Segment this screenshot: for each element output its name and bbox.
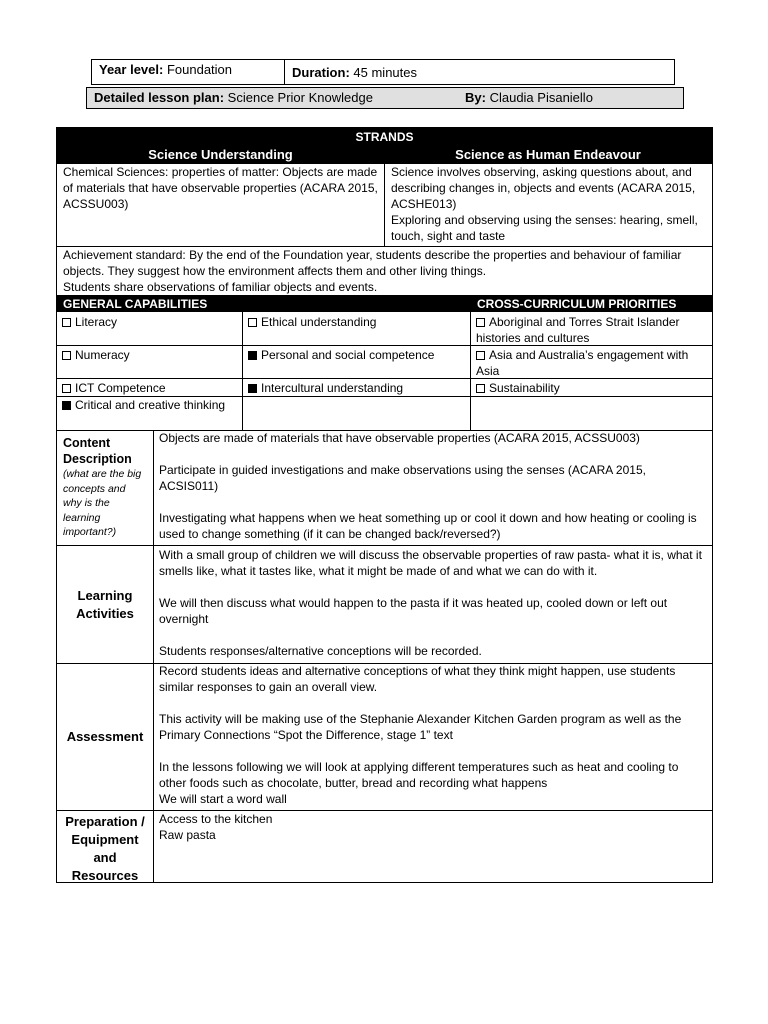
checkbox-icon[interactable] — [62, 351, 71, 360]
cap-personal-social — [243, 346, 470, 364]
cap-critical-creative — [57, 396, 242, 414]
strands-title: STRANDS — [355, 130, 414, 144]
cap-literacy-label: Literacy — [75, 315, 118, 329]
cap-critical-label: Critical and creative thinking — [75, 398, 226, 412]
learning-activities-label: Learning Activities — [76, 588, 134, 621]
preparation-label: Preparation / Equipment and Resources — [65, 814, 145, 883]
content-description-body — [154, 430, 712, 542]
achievement-text-2: Students share observations of familiar objects and events. — [63, 280, 378, 294]
she-text-1: Science involves observing, asking questions about, and describing changes in, objects and events (ACARA 2015, ACSHE013) — [391, 165, 696, 211]
as-paragraph-3: In the lessons following we will look at applying different temperatures such as heat and cooling to other foods such as chocolate, butter, bread and recording what happens — [159, 760, 679, 790]
capabilities-header — [57, 295, 712, 312]
cap-numeracy-label: Numeracy — [75, 348, 130, 362]
cd-paragraph-2: Participate in guided investigations and make observations using the senses (ACARA 2015, ACSIS011) — [159, 463, 646, 493]
science-human-endeavour-heading: Science as Human Endeavour — [455, 147, 641, 162]
checkbox-icon[interactable] — [248, 318, 257, 327]
cap-ethical — [243, 313, 470, 331]
ccp-aboriginal-label: Aboriginal and Torres Strait Islander histories and cultures — [476, 315, 680, 345]
content-description-label: Content Description — [63, 436, 132, 466]
plan-label: Detailed lesson plan: — [94, 90, 225, 105]
year-level-box — [91, 59, 285, 85]
content-description-label-cell — [57, 433, 153, 542]
cap-intercultural — [243, 379, 470, 397]
plan-value: Science Prior Knowledge — [227, 90, 373, 105]
checkbox-icon[interactable] — [62, 318, 71, 327]
lesson-plan-bar — [86, 87, 684, 109]
preparation-body — [154, 811, 712, 843]
checked-checkbox-icon[interactable] — [248, 384, 257, 393]
ccp-sustainability — [471, 379, 712, 397]
checked-checkbox-icon[interactable] — [248, 351, 257, 360]
science-understanding-heading: Science Understanding — [148, 147, 293, 162]
duration-box — [284, 59, 675, 85]
cap-literacy — [57, 313, 242, 331]
cd-paragraph-3: Investigating what happens when we heat something up or cool it down and how heating or cooling is used to change something (if it can be changed back/reversed?) — [159, 511, 697, 541]
achievement-text-1: Achievement standard: By the end of the Foundation year, students describe the properties and behaviour of familiar objects. They suggest how the environment affects them and other living things. — [63, 248, 682, 278]
author — [465, 90, 593, 106]
content-description-sublabel: (what are the big concepts and why is the learning important?) — [63, 468, 142, 538]
as-paragraph-4: We will start a word wall — [159, 792, 287, 806]
ccp-sustainability-label: Sustainability — [489, 381, 560, 395]
science-human-endeavour-cell — [385, 164, 712, 246]
she-text-2: Exploring and observing using the senses: hearing, smell, touch, sight and taste — [391, 213, 698, 243]
la-paragraph-3: Students responses/alternative conceptions will be recorded. — [159, 644, 482, 658]
cap-ethical-label: Ethical understanding — [261, 315, 377, 329]
cap-intercultural-label: Intercultural understanding — [261, 381, 404, 395]
la-paragraph-2: We will then discuss what would happen to the pasta if it was heated up, cooled down or left out overnight — [159, 596, 668, 626]
duration-value: 45 minutes — [353, 65, 417, 80]
cap-personal-label: Personal and social competence — [261, 348, 435, 362]
learning-activities-body — [154, 547, 712, 659]
cap-ict — [57, 379, 242, 397]
prep-line-2: Raw pasta — [159, 828, 216, 842]
assessment-label: Assessment — [66, 729, 144, 744]
ccp-aboriginal — [471, 313, 712, 347]
ccp-asia-label: Asia and Australia’s engagement with Asia — [476, 348, 689, 378]
year-level-label: Year level: — [99, 62, 164, 77]
duration-label: Duration: — [292, 65, 350, 80]
checked-checkbox-icon[interactable] — [62, 401, 71, 410]
cap-numeracy — [57, 346, 242, 364]
checkbox-icon[interactable] — [476, 318, 485, 327]
cross-curriculum-heading: CROSS-CURRICULUM PRIORITIES — [477, 297, 677, 311]
achievement-standard — [57, 247, 712, 295]
science-understanding-text: Chemical Sciences: properties of matter: Objects are made of materials that have observable properties (ACARA 2015, ACSSU003) — [63, 165, 378, 211]
by-label: By: — [465, 90, 486, 105]
general-capabilities-heading: GENERAL CAPABILITIES — [63, 297, 208, 311]
checkbox-icon[interactable] — [476, 384, 485, 393]
cd-paragraph-1: Objects are made of materials that have observable properties (ACARA 2015, ACSSU003) — [159, 431, 640, 445]
as-paragraph-1: Record students ideas and alternative conceptions of what they think might happen, use students similar responses to gain an overall view. — [159, 664, 676, 694]
by-value: Claudia Pisaniello — [489, 90, 593, 105]
assessment-body — [154, 663, 712, 807]
ccp-asia — [471, 346, 712, 380]
checkbox-icon[interactable] — [476, 351, 485, 360]
lesson-table — [56, 127, 713, 883]
la-paragraph-1: With a small group of children we will discuss the observable properties of raw pasta- what it is, what it smells like, what it tastes like, what it might be made of and what we can do with it. — [159, 548, 702, 578]
cap-ict-label: ICT Competence — [75, 381, 166, 395]
as-paragraph-2: This activity will be making use of the Stephanie Alexander Kitchen Garden program as well as the Primary Connections “Spot the Difference, stage 1” text — [159, 712, 682, 742]
strands-header — [57, 128, 712, 164]
prep-line-1: Access to the kitchen — [159, 812, 273, 826]
year-level-value: Foundation — [166, 62, 233, 77]
science-understanding-cell — [57, 164, 384, 246]
checkbox-icon[interactable] — [62, 384, 71, 393]
